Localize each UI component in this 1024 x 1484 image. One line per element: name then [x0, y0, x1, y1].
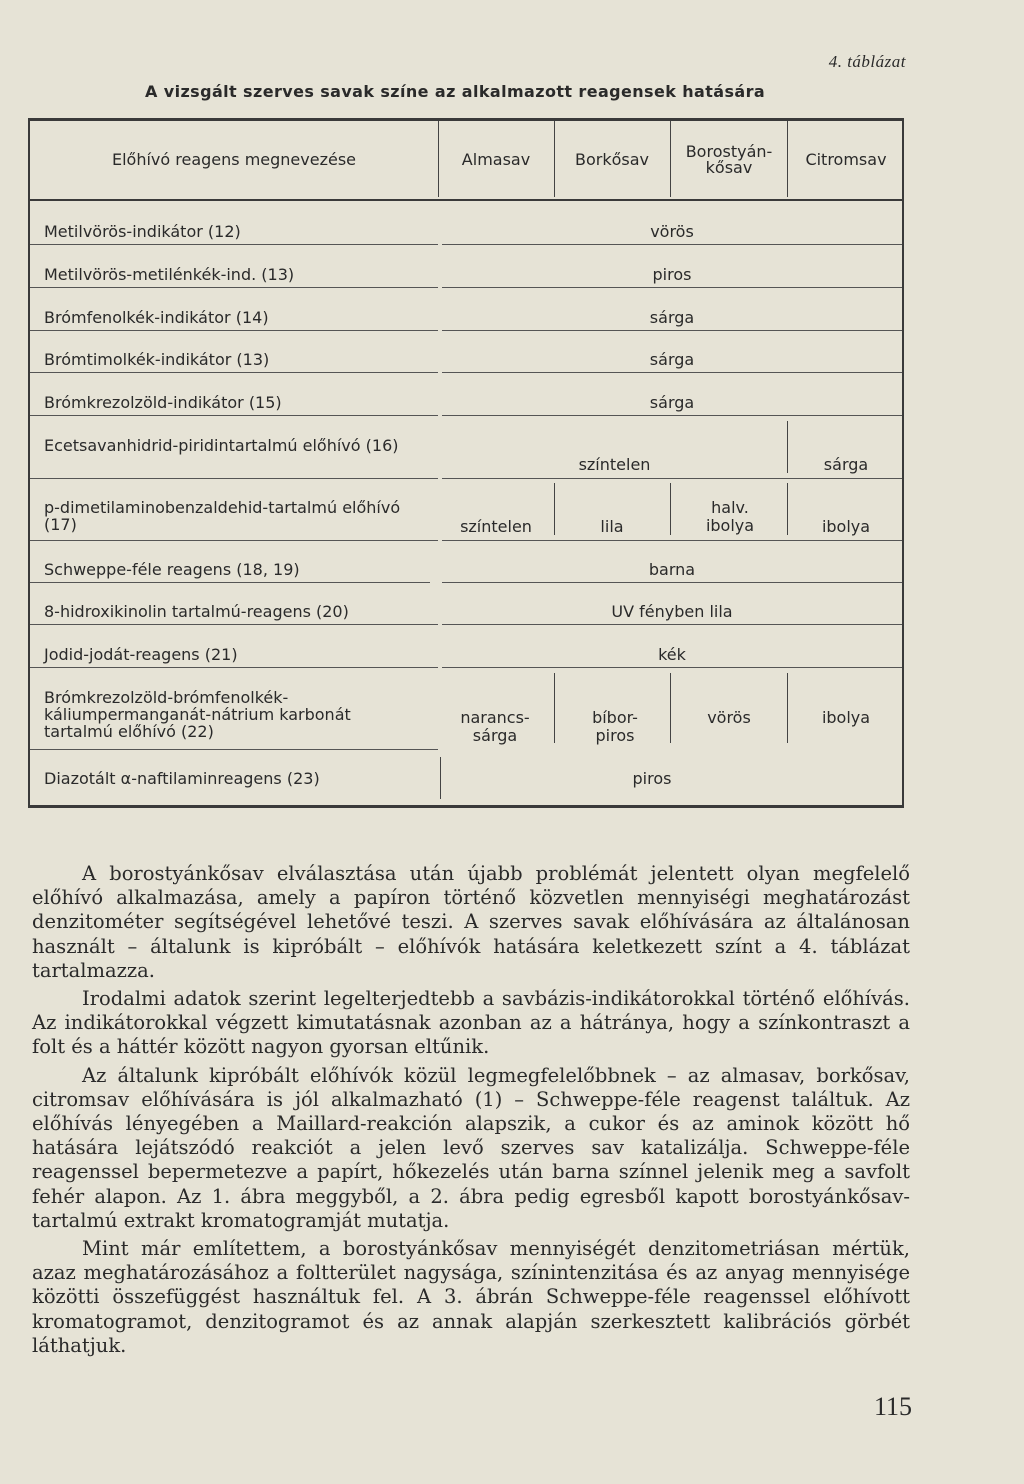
table-row-reagent: Brómkrezolzöld-brómfenolkék-káliumpermanganát-nátrium karbonát tartalmú előhívó (22): [44, 688, 351, 741]
table-row-value-borostyankosav: vörös: [707, 708, 751, 727]
header-citromsav: Citromsav: [805, 150, 887, 169]
table-row-reagent: Schweppe-féle reagens (18, 19): [44, 560, 300, 579]
table-row-reagent: Brómkrezolzöld-indikátor (15): [44, 393, 282, 412]
reagent-table: [28, 118, 904, 808]
table-row-value: sárga: [649, 393, 695, 412]
table-row-value: piros: [652, 265, 692, 284]
table-row-reagent: Brómtimolkék-indikátor (13): [44, 350, 270, 369]
table-row-value-citromsav: sárga: [823, 455, 869, 474]
paragraph: Irodalmi adatok szerint legelterjedtebb a savbázis-indikátorokkal történő előhívás. Az indikátorokkal végzett kimutatásnak azonban az a hátránya, hogy a színkontraszt a folt és a háttér között nagyon gyorsan eltűnik.: [32, 987, 910, 1059]
paragraph: Az általunk kipróbált előhívók közül legmegfelelőbbnek – az almasav, borkősav, citromsav előhívására is jól alkalmazható (1) – Schweppe-féle reagenst találtuk. Az előhívás lényegében a Maillard-reakción alapszik, a cukor és az aminok között hő hatására lejátszódó reakciót a jelen levő szerves sav katalizálja. Schweppe-féle reagenssel bepermetezve a papírt, hőkezelés után barna színnel jelenik meg a savfolt fehér alapon. Az 1. ábra meggyből, a 2. ábra pedig egresből kapott borostyánkősav-tartalmú extrakt kromatogramját mutatja.: [32, 1063, 910, 1232]
table-row-reagent: Metilvörös-indikátor (12): [44, 222, 241, 241]
table-row-value: barna: [648, 560, 696, 579]
table-row-value-borkosav: lila: [600, 517, 624, 536]
table-row-reagent: Metilvörös-metilénkék-ind. (13): [44, 265, 295, 284]
table-title: A vizsgált szerves savak színe az alkalmazott reagensek hatására: [145, 82, 766, 101]
table-row-value-almasav: narancs-sárga: [460, 708, 530, 745]
table-row-value: sárga: [649, 350, 695, 369]
table-row-reagent: Diazotált α-naftilaminreagens (23): [44, 769, 320, 788]
table-row-value-almasav: színtelen: [460, 517, 532, 536]
table-row-value: piros: [632, 769, 672, 788]
header-borkosav: Borkősav: [574, 150, 649, 169]
table-row-value: UV fényben lila: [611, 602, 733, 621]
header-borostyankosav: Borostyán-kősav: [685, 142, 773, 177]
table-row-value-borostyankosav: halv. ibolya: [705, 498, 755, 535]
table-row-value: vörös: [650, 222, 694, 241]
header-almasav: Almasav: [461, 150, 531, 169]
table-row-value-citromsav: ibolya: [821, 517, 871, 536]
table-row-reagent: Ecetsavanhidrid-piridintartalmú előhívó (16): [44, 436, 399, 455]
paragraph: Mint már említettem, a borostyánkősav mennyiségét denzitometriásan mértük, azaz meghatározásához a foltterület nagysága, színintenzitása és az anyag mennyisége közötti összefüggést használtuk fel. A 3. ábrán Schweppe-féle reagenssel előhívott kromatogramot, denzitogramot és az annak alapján szerkesztett kalibrációs görbét láthatjuk.: [32, 1237, 910, 1357]
table-row-value: sárga: [649, 308, 695, 327]
table-row-value: színtelen: [578, 455, 651, 474]
table-row-reagent: 8-hidroxikinolin tartalmú-reagens (20): [44, 602, 349, 621]
table-row-value-citromsav: ibolya: [821, 708, 871, 727]
table-row-reagent: Jodid-jodát-reagens (21): [44, 645, 238, 664]
table-label: 4. táblázat: [828, 52, 906, 71]
paragraph: A borostyánkősav elválasztása után újabb problémát jelentett olyan megfelelő előhívó alkalmazása, amely a papíron történő közvetlen mennyiségi meghatározást denzitométer segítségével lehetővé teszi. A szerves savak előhívására az általánosan használt – általunk is kipróbált – előhívók hatására keletkezett színt a 4. táblázat tartalmazza.: [32, 862, 910, 982]
body-text: [32, 862, 910, 1362]
table-row-value-borkosav: bíbor-piros: [592, 708, 638, 745]
table-row-reagent: p-dimetilaminobenzaldehid-tartalmú előhívó (17): [44, 498, 401, 534]
table-row-reagent: Brómfenolkék-indikátor (14): [44, 308, 269, 327]
page-number: 115: [873, 1392, 912, 1421]
header-reagent: Előhívó reagens megnevezése: [111, 150, 356, 169]
table-row-value: kék: [658, 645, 686, 664]
